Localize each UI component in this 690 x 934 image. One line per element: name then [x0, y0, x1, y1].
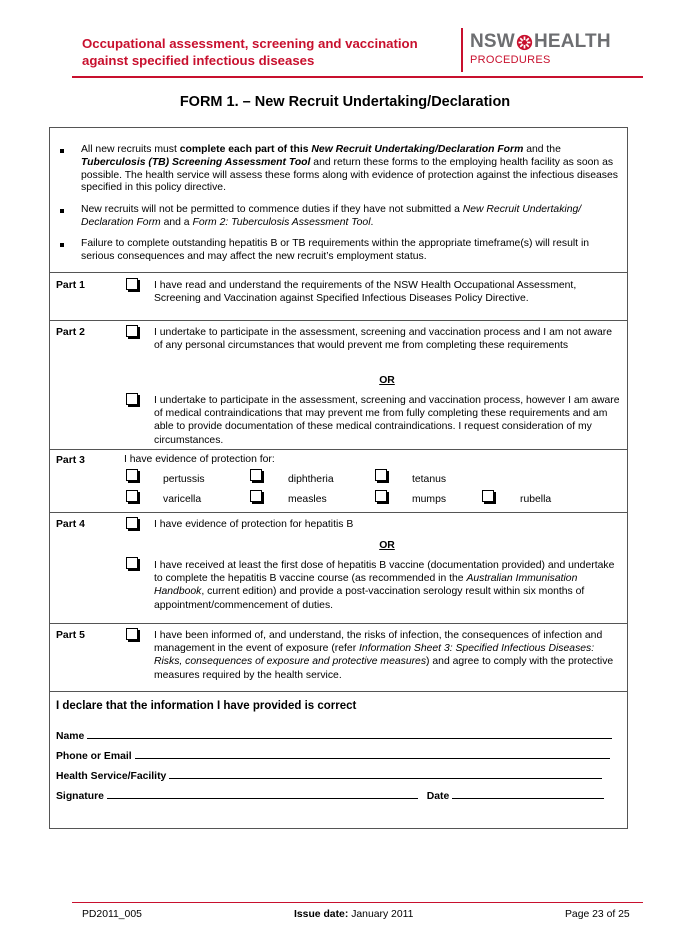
part-2-text-b: I undertake to participate in the assessment, screening and vaccination process, however I am aware of medical contraindications that may prevent me from fully completing these requirements and am able to provide documentation of these medical contraindications. I request consideration of my circumstances.: [154, 395, 620, 446]
part-2-checkbox-b[interactable]: [126, 393, 138, 405]
part-2-checkbox-a[interactable]: [126, 325, 138, 337]
instruction-text-2: New recruits will not be permitted to commence duties if they have not submitted a New Recruit Undertaking/ Declaration Form and a Form 2: Tuberculosis Assessment Tool.: [81, 204, 582, 228]
part-4-text-a: I have evidence of protection for hepatitis B: [154, 519, 354, 530]
vaccine-measles: measles: [288, 494, 327, 505]
brand-nsw-text: NSW: [470, 31, 515, 52]
header-rule: [72, 76, 643, 78]
part-2-label: Part 2: [56, 327, 85, 338]
part-1-text: I have read and understand the requirements of the NSW Health Occupational Assessment, Screening and Vaccination against Specified Infectious Diseases Policy Directive.: [154, 280, 577, 305]
pertussis-checkbox[interactable]: [126, 469, 138, 481]
vaccine-tetanus: tetanus: [412, 474, 447, 485]
varicella-checkbox[interactable]: [126, 490, 138, 502]
health-service-field[interactable]: [56, 768, 602, 782]
footer-doc-id: PD2011_005: [82, 909, 142, 920]
part-5-label: Part 5: [56, 630, 85, 641]
issue-date-label: Issue date:: [294, 909, 349, 920]
name-label: Name: [56, 731, 85, 742]
vaccine-mumps: mumps: [412, 494, 447, 505]
footer-issue-date: [294, 909, 413, 920]
part-2-or: OR: [379, 375, 395, 386]
nsw-health-logo: [470, 31, 611, 66]
phone-email-label: Phone or Email: [56, 751, 132, 762]
mumps-checkbox[interactable]: [375, 490, 387, 502]
name-field[interactable]: [56, 728, 612, 742]
part-4-or: OR: [379, 540, 395, 551]
part-4-label: Part 4: [56, 519, 85, 530]
instruction-bullet-3: [81, 238, 621, 264]
instruction-bullet-1: [81, 144, 621, 195]
instruction-text-3: Failure to complete outstanding hepatitis B or TB requirements within the appropriate timeframe(s) will result in serious consequences and may affect the new recruit’s employment status.: [81, 238, 590, 262]
vaccine-varicella: varicella: [163, 494, 202, 505]
signature-label: Signature: [56, 791, 104, 802]
part-1-checkbox[interactable]: [126, 278, 138, 290]
instruction-text-1: All new recruits must complete each part of this New Recruit Undertaking/Declaration Form and the Tuberculosis (TB) Screening Assessment Tool and return these forms to the employing health facility as soon as possible. The health service will assess these forms along with evidence of protection against the infectious diseases specified in this policy directive.: [81, 144, 618, 194]
vaccine-pertussis: pertussis: [163, 474, 205, 485]
waratah-icon: [516, 34, 533, 51]
vaccine-diphtheria: diphtheria: [288, 474, 334, 485]
name-line[interactable]: [87, 728, 612, 739]
diphtheria-checkbox[interactable]: [250, 469, 262, 481]
signature-line[interactable]: [107, 788, 418, 799]
section-divider: [50, 512, 627, 513]
signature-field[interactable]: [56, 788, 604, 802]
measles-checkbox[interactable]: [250, 490, 262, 502]
bullet-icon: [60, 149, 64, 153]
declaration-heading: I declare that the information I have provided is correct: [56, 700, 357, 712]
part-1-label: Part 1: [56, 280, 85, 291]
section-divider: [50, 623, 627, 624]
bullet-icon: [60, 243, 64, 247]
rubella-checkbox[interactable]: [482, 490, 494, 502]
part-4-text-b: I have received at least the first dose of hepatitis B vaccine (documentation provided) and undertake to complete the hepatitis B vaccine course (as recommended in the Australian Immunisation Handbook, current edition) and provide a post-vaccination serology result within six months of appointment/commencement of duties.: [154, 560, 615, 611]
health-service-label: Health Service/Facility: [56, 771, 167, 782]
phone-email-field[interactable]: [56, 748, 610, 762]
part-3-intro: I have evidence of protection for:: [124, 454, 275, 465]
footer-page-number: Page 23 of 25: [565, 909, 630, 920]
instructions-section: [50, 128, 627, 272]
vaccine-rubella: rubella: [520, 494, 552, 505]
section-divider: [50, 272, 627, 273]
instruction-bullet-2: [81, 204, 621, 230]
declaration-form: [49, 127, 628, 829]
issue-date-value: January 2011: [351, 909, 414, 920]
section-divider: [50, 691, 627, 692]
section-divider: [50, 320, 627, 321]
brand-subtitle: PROCEDURES: [470, 54, 551, 66]
part-4-checkbox-b[interactable]: [126, 557, 138, 569]
phone-email-line[interactable]: [135, 748, 610, 759]
date-line[interactable]: [452, 788, 604, 799]
document-header-title: Occupational assessment, screening and vaccination against specified infectious diseases: [82, 36, 418, 68]
part-2-text-a: I undertake to participate in the assessment, screening and vaccination process and I am not aware of any personal circumstances that would prevent me from completing these requirements: [154, 327, 613, 352]
bullet-icon: [60, 209, 64, 213]
brand-health-text: HEALTH: [533, 31, 611, 52]
part-4-checkbox-a[interactable]: [126, 517, 138, 529]
form-title: FORM 1. – New Recruit Undertaking/Declaration: [179, 94, 511, 110]
footer-rule: [72, 902, 643, 903]
section-divider: [50, 449, 627, 450]
tetanus-checkbox[interactable]: [375, 469, 387, 481]
part-3-label: Part 3: [56, 455, 85, 466]
date-label: Date: [426, 791, 450, 802]
part-5-checkbox[interactable]: [126, 628, 138, 640]
health-service-line[interactable]: [169, 768, 602, 779]
part-5-text: I have been informed of, and understand, the risks of infection, the consequences of infection and management in the event of exposure (refer Information Sheet 3: Specified Infectious Diseases: Risks, consequences of exposure and protective measures) and agree to comply with the protective measures required by the health service.: [154, 630, 614, 681]
header-divider: [461, 28, 463, 72]
